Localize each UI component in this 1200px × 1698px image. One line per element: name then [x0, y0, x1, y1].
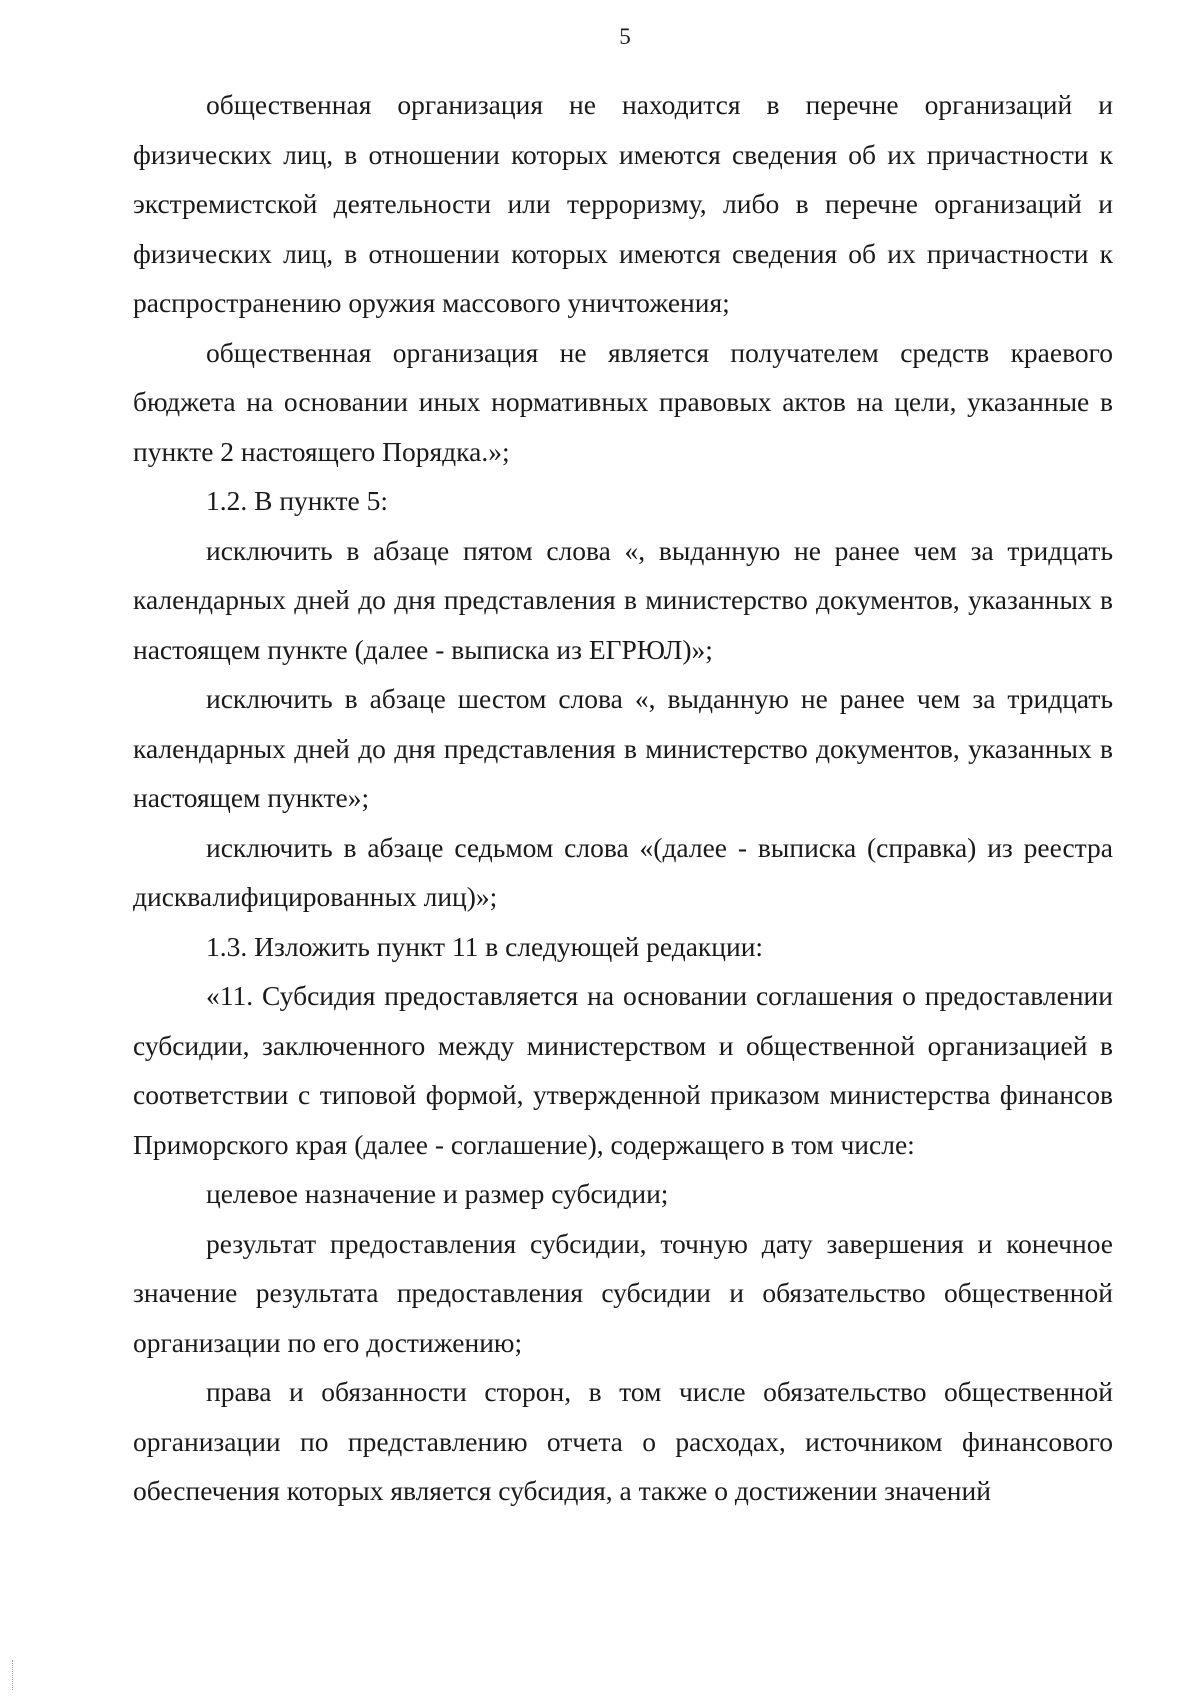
paragraph-result: результат предоставления субсидии, точную дату завершения и конечное значение результата предоставления субсидии и обязательство общественной организации по его достижению;	[133, 1227, 1113, 1358]
paragraph-item-1-2: 1.2. В пункте 5:	[206, 485, 389, 516]
paragraph-exclude-sixth: исключить в абзаце шестом слова «, выданную не ранее чем за тридцать календарных дней до дня представления в министерство документов, указанных в настоящем пункте»;	[133, 683, 1113, 813]
paragraph-item-1-3: 1.3. Изложить пункт 11 в следующей редакции:	[206, 930, 764, 962]
page-number: 5	[619, 24, 631, 49]
paragraph-purpose: целевое назначение и размер субсидии;	[206, 1178, 669, 1209]
paragraph-clause-11: «11. Субсидия предоставляется на основании соглашения о предоставлении субсидии, заключенного между министерством и общественной организацией в соответствии с типовой формой, утвержденной приказом министерства финансов Приморского края (далее - соглашение), содержащего в том числе:	[133, 980, 1113, 1160]
paragraph-exclude-fifth: исключить в абзаце пятом слова «, выданную не ранее чем за тридцать календарных дней до дня представления в министерство документов, указанных в настоящем пункте (далее - выписка из ЕГРЮЛ)»;	[133, 534, 1113, 665]
paragraph-extremism-list: общественная организация не находится в перечне организаций и физических лиц, в отношении которых имеются сведения об их причастности к экстремистской деятельности или терроризму, либо в перечне организаций и физических лиц, в отношении которых имеются сведения об их причастности к распространению оружия массового уничтожения;	[133, 89, 1113, 318]
scan-artifact	[12, 1660, 15, 1690]
paragraph-exclude-seventh: исключить в абзаце седьмом слова «(далее - выписка (справка) из реестра дисквалифицированных лиц)»;	[133, 831, 1113, 912]
paragraph-rights-duties: права и обязанности сторон, в том числе обязательство общественной организации по представлению отчета о расходах, источником финансового обеспечения которых является субсидия, а также о достижении значений	[133, 1376, 1113, 1506]
document-body	[133, 80, 1113, 1516]
paragraph-budget-recipient: общественная организация не является получателем средств краевого бюджета на основании иных нормативных правовых актов на цели, указанные в пункте 2 настоящего Порядка.»;	[133, 336, 1113, 467]
